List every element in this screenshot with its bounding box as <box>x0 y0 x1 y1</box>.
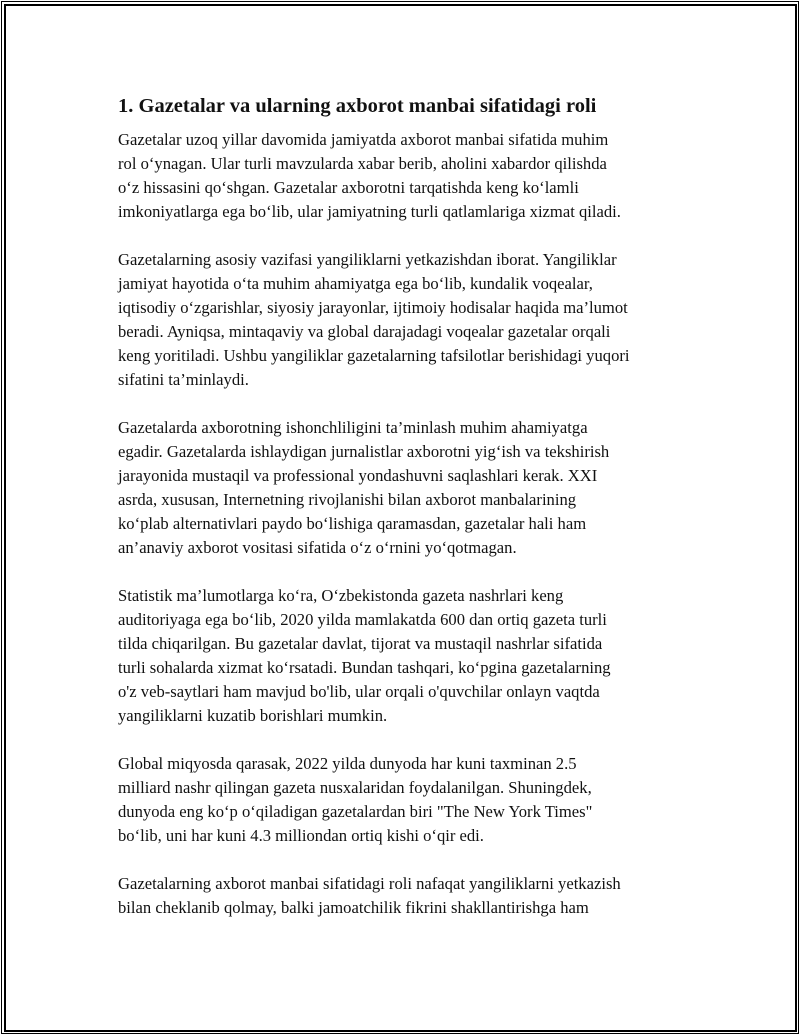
paragraph-line: yangiliklarni kuzatib borishlari mumkin. <box>118 706 388 725</box>
section-heading: 1. Gazetalar va ularning axborot manbai sifatidagi roli <box>118 95 597 117</box>
paragraph-line: o‘z hissasini qo‘shgan. Gazetalar axborotni tarqatishda keng ko‘lamli <box>118 178 579 197</box>
paragraph-line: jarayonida mustaqil va professional yondashuvni saqlashlari kerak. XXI <box>118 466 598 485</box>
paragraph-line: Gazetalarda axborotning ishonchliligini ta’minlash muhim ahamiyatga <box>118 418 588 437</box>
paragraph-5 <box>118 752 718 848</box>
paragraph-1 <box>118 128 718 224</box>
paragraph-line: beradi. Ayniqsa, mintaqaviy va global darajadagi voqealar gazetalar orqali <box>118 322 611 341</box>
paragraph-line: jamiyat hayotida o‘ta muhim ahamiyatga ega bo‘lib, kundalik voqealar, <box>118 274 593 293</box>
paragraph-6 <box>118 872 718 920</box>
paragraph-line: sifatini ta’minlaydi. <box>118 370 249 389</box>
paragraph-line: o'z veb-saytlari ham mavjud bo'lib, ular orqali o'quvchilar onlayn vaqtda <box>118 682 600 701</box>
paragraph-line: keng yoritiladi. Ushbu yangiliklar gazetalarning tafsilotlar berishidagi yuqori <box>118 346 630 365</box>
paragraph-2 <box>118 248 718 392</box>
paragraph-line: an’anaviy axborot vositasi sifatida o‘z o‘rnini yo‘qotmagan. <box>118 538 517 557</box>
paragraph-line: Global miqyosda qarasak, 2022 yilda dunyoda har kuni taxminan 2.5 <box>118 754 577 773</box>
document-body <box>118 92 718 944</box>
paragraph-line: Gazetalar uzoq yillar davomida jamiyatda axborot manbai sifatida muhim <box>118 130 609 149</box>
paragraph-line: Gazetalarning axborot manbai sifatidagi roli nafaqat yangiliklarni yetkazish <box>118 874 621 893</box>
paragraph-line: tilda chiqarilgan. Bu gazetalar davlat, tijorat va mustaqil nashrlar sifatida <box>118 634 603 653</box>
paragraph-3 <box>118 416 718 560</box>
paragraph-line: turli sohalarda xizmat ko‘rsatadi. Bundan tashqari, ko‘pgina gazetalarning <box>118 658 611 677</box>
paragraph-4 <box>118 584 718 728</box>
paragraph-line: bo‘lib, uni har kuni 4.3 milliondan ortiq kishi o‘qir edi. <box>118 826 484 845</box>
paragraph-line: dunyoda eng ko‘p o‘qiladigan gazetalardan biri "The New York Times" <box>118 802 593 821</box>
paragraph-line: ko‘plab alternativlari paydo bo‘lishiga qaramasdan, gazetalar hali ham <box>118 514 587 533</box>
paragraph-line: Statistik ma’lumotlarga ko‘ra, O‘zbekistonda gazeta nashrlari keng <box>118 586 564 605</box>
paragraph-line: imkoniyatlarga ega bo‘lib, ular jamiyatning turli qatlamlariga xizmat qiladi. <box>118 202 621 221</box>
paragraph-line: bilan cheklanib qolmay, balki jamoatchilik fikrini shakllantirishga ham <box>118 898 589 917</box>
paragraph-line: milliard nashr qilingan gazeta nusxalaridan foydalanilgan. Shuningdek, <box>118 778 592 797</box>
paragraph-line: egadir. Gazetalarda ishlaydigan jurnalistlar axborotni yig‘ish va tekshirish <box>118 442 610 461</box>
paragraph-line: iqtisodiy o‘zgarishlar, siyosiy jarayonlar, ijtimoiy hodisalar haqida ma’lumot <box>118 298 628 317</box>
paragraph-line: asrda, xususan, Internetning rivojlanishi bilan axborot manbalarining <box>118 490 577 509</box>
paragraph-list <box>118 128 718 920</box>
paragraph-line: rol o‘ynagan. Ular turli mavzularda xabar berib, aholini xabardor qilishda <box>118 154 607 173</box>
paragraph-line: auditoriyaga ega bo‘lib, 2020 yilda mamlakatda 600 dan ortiq gazeta turli <box>118 610 607 629</box>
paragraph-line: Gazetalarning asosiy vazifasi yangiliklarni yetkazishdan iborat. Yangiliklar <box>118 250 617 269</box>
